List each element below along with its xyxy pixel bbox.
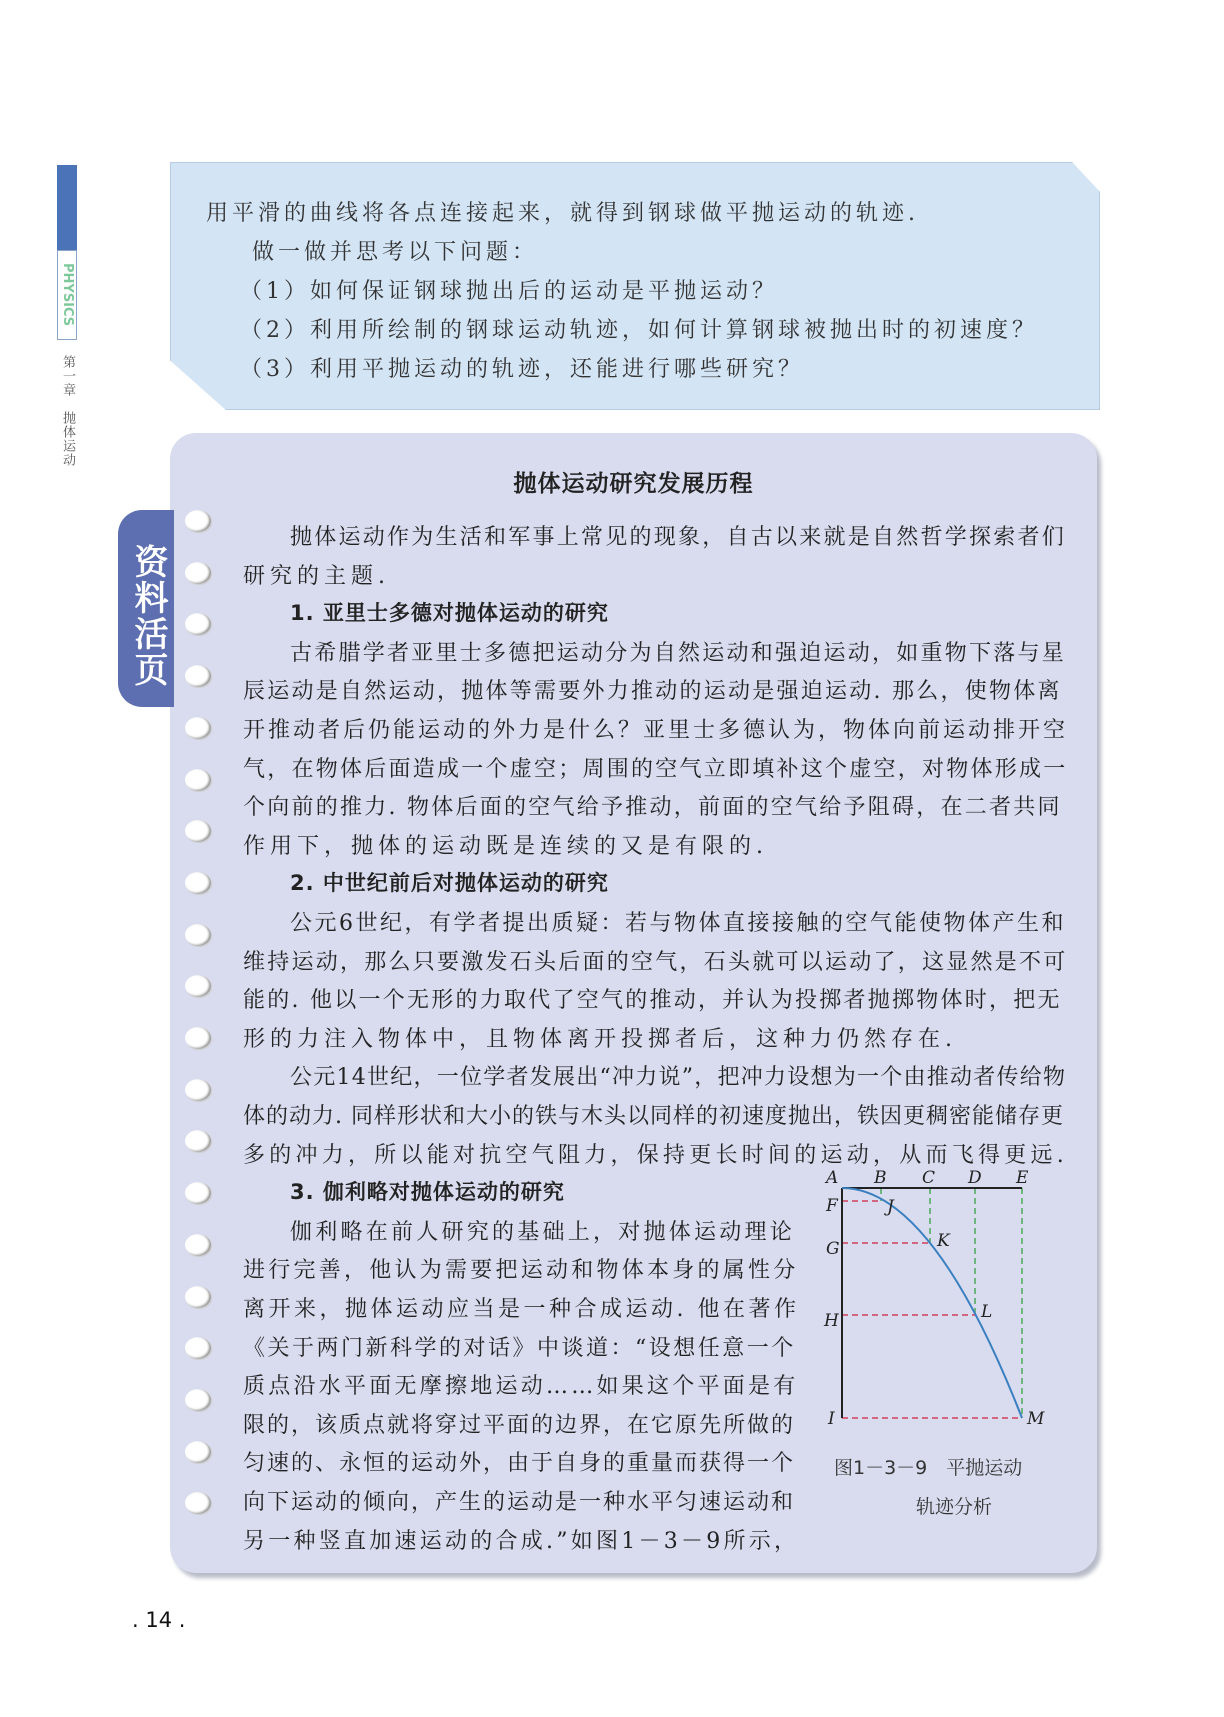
label-m: M xyxy=(1027,1409,1045,1429)
section-heading: 1. 亚里士多德对抛体运动的研究 xyxy=(290,601,609,626)
figure-caption-line2: 轨迹分析 xyxy=(916,1496,993,1518)
paragraph-line: 《关于两门新科学的对话》中谈道：“设想任意一个 xyxy=(243,1335,796,1361)
sidebar-chapter-label: 第一章 抛体运动 xyxy=(60,355,75,467)
activity-question: （3）利用平抛运动的轨迹，还能进行哪些研究？ xyxy=(240,357,804,382)
label-i: I xyxy=(828,1409,835,1429)
paragraph-line: 公元14世纪，一位学者发展出“冲力说”，把冲力设想为一个由推动者传给物 xyxy=(290,1065,1067,1091)
sidebar-subject-label: PHYSICS xyxy=(57,250,77,340)
trajectory-curve xyxy=(842,1188,1022,1418)
paragraph-line: 另一种竖直加速运动的合成.”如图1－3－9所示， xyxy=(243,1528,800,1554)
figure-caption: 图1－3－9 平抛运动 xyxy=(834,1457,1023,1479)
label-b: B xyxy=(874,1168,887,1188)
paragraph-line: 进行完善，他认为需要把运动和物体本身的属性分 xyxy=(243,1258,799,1284)
paragraph-line: 匀速的、永恒的运动外，由于自身的重量而获得一个 xyxy=(243,1451,796,1477)
paragraph-line: 古希腊学者亚里士多德把运动分为自然运动和强迫运动，如重物下落与星 xyxy=(290,640,1067,666)
label-a: A xyxy=(826,1168,839,1188)
label-k: K xyxy=(937,1231,950,1251)
paragraph-line: 辰运动是自然运动，抛体等需要外力推动的运动是强迫运动. 那么，使物体离 xyxy=(243,679,1062,705)
section-heading: 2. 中世纪前后对抛体运动的研究 xyxy=(290,871,609,896)
paragraph-line: 形的力注入物体中，且物体离开投掷者后，这种力仍然存在. xyxy=(243,1026,957,1052)
label-f: F xyxy=(826,1196,838,1216)
paragraph-line: 体的动力. 同样形状和大小的铁与木头以同样的初速度抛出，铁因更稠密能储存更 xyxy=(243,1104,1064,1129)
paragraph-line: 公元6世纪，有学者提出质疑：若与物体直接接触的空气能使物体产生和 xyxy=(290,911,1066,936)
label-d: D xyxy=(968,1168,982,1188)
page-number: . 14 . xyxy=(132,1608,186,1632)
paragraph-line: 质点沿水平面无摩擦地运动……如果这个平面是有 xyxy=(243,1374,799,1400)
paragraph-line: 作用下，抛体的运动既是连续的又是有限的. xyxy=(243,833,768,859)
activity-question: （2）利用所绘制的钢球运动轨迹，如何计算钢球被抛出时的初速度？ xyxy=(240,318,1038,343)
paragraph-line: 多的冲力，所以能对抗空气阻力，保持更长时间的运动，从而飞得更远. xyxy=(243,1142,1068,1168)
activity-text: 用平滑的曲线将各点连接起来，就得到钢球做平抛运动的轨迹. xyxy=(206,201,919,226)
section-heading: 3. 伽利略对抛体运动的研究 xyxy=(290,1180,565,1205)
card-title: 抛体运动研究发展历程 xyxy=(513,471,754,497)
paragraph-line: 向下运动的倾向，产生的运动是一种水平匀速运动和 xyxy=(243,1490,796,1515)
paragraph-line: 伽利略在前人研究的基础上，对抛体运动理论 xyxy=(290,1219,796,1245)
activity-question: （1）如何保证钢球抛出后的运动是平抛运动？ xyxy=(240,279,778,304)
label-e: E xyxy=(1016,1168,1029,1188)
label-g: G xyxy=(826,1239,840,1259)
paragraph-line: 研究的主题. xyxy=(243,563,390,589)
paragraph-line: 离开来，抛体运动应当是一种合成运动. 他在著作 xyxy=(243,1297,800,1322)
paragraph-line: 限的，该质点就将穿过平面的边界，在它原先所做的 xyxy=(243,1412,796,1438)
paragraph-line: 开推动者后仍能运动的外力是什么？亚里士多德认为，物体向前运动排开空 xyxy=(243,718,1069,743)
label-j: J xyxy=(887,1197,894,1217)
label-h: H xyxy=(824,1311,839,1331)
label-c: C xyxy=(922,1168,936,1188)
paragraph-line: 能的. 他以一个无形的力取代了空气的推动，并认为投掷者抛掷物体时，把无 xyxy=(243,988,1062,1014)
activity-prompt: 做一做并思考以下问题： xyxy=(252,240,539,265)
paragraph-line: 维持运动，那么只要激发石头后面的空气，石头就可以运动了，这显然是不可 xyxy=(243,949,1068,975)
card-tab-label: 资料活页 xyxy=(118,510,174,707)
paragraph-line: 个向前的推力. 物体后面的空气给予推动，前面的空气给予阻碍，在二者共同 xyxy=(243,795,1062,821)
paragraph-line: 抛体运动作为生活和军事上常见的现象，自古以来就是自然哲学探索者们 xyxy=(290,525,1067,550)
label-l: L xyxy=(981,1302,993,1322)
paragraph-line: 气，在物体后面造成一个虚空；周围的空气立即填补这个虚空，对物体形成一 xyxy=(243,756,1068,782)
